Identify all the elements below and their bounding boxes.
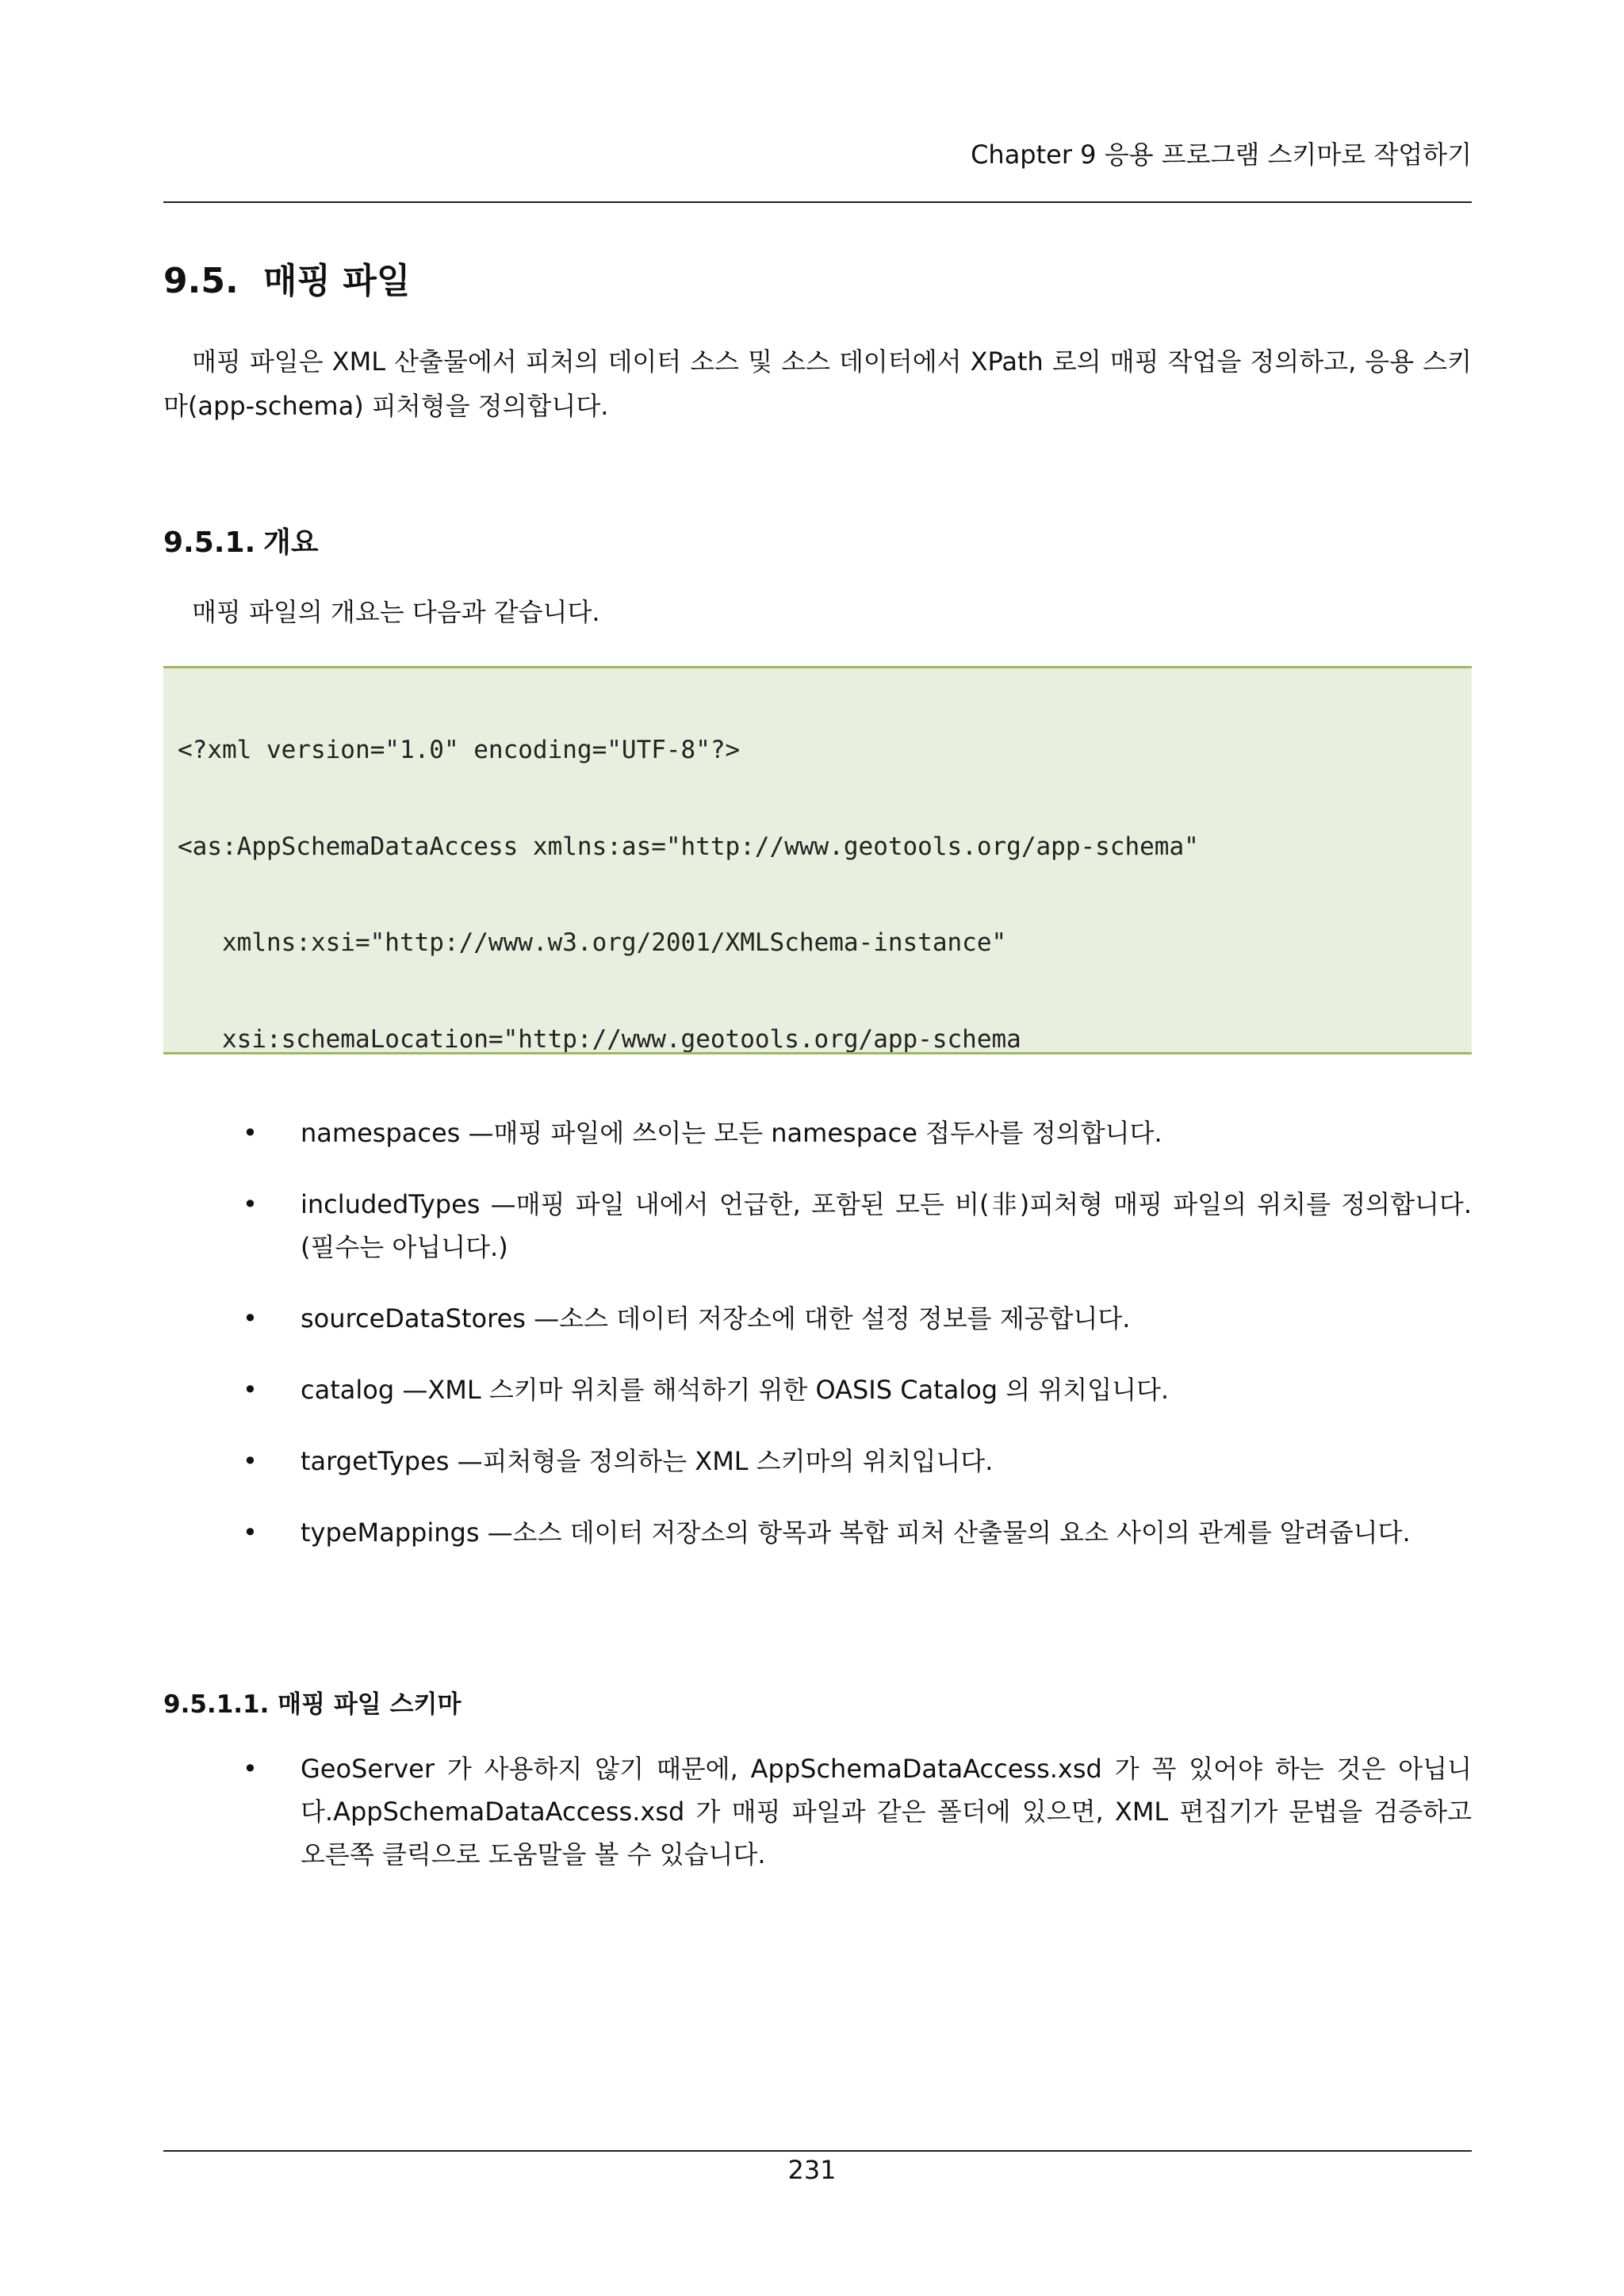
bullet-symbol: •	[243, 1754, 258, 1784]
subsection-intro: 매핑 파일의 개요는 다음과 같습니다.	[192, 597, 600, 627]
bullet-symbol: •	[243, 1446, 258, 1476]
list-item	[163, 1183, 1472, 1269]
bullet-term: typeMappings	[301, 1517, 480, 1548]
list-item	[163, 1747, 1472, 1876]
code-line: xsi:schemaLocation="http://www.geotools.org/app-schema	[178, 1024, 1021, 1054]
section-title: 매핑 파일	[263, 261, 411, 301]
bullet-term: namespaces	[301, 1118, 461, 1148]
bullet-symbol: •	[243, 1118, 258, 1148]
list-item	[163, 1112, 1472, 1154]
bullet-symbol: •	[243, 1303, 258, 1334]
bullet-text: —소스 데이터 저장소에 대한 설정 정보를 제공합니다.	[525, 1303, 1131, 1334]
bullet-text: —XML 스키마 위치를 해석하기 위한 OASIS Catalog 의 위치입니다.	[394, 1375, 1170, 1405]
xml-code-block	[163, 666, 1472, 1054]
subsubsection-heading: 9.5.1.1. 매핑 파일 스키마	[163, 1690, 462, 1719]
bullet-text: GeoServer 가 사용하지 않기 때문에, AppSchemaDataAccess.xsd 가 꼭 있어야 하는 것은 아닙니다.AppSchemaDataAccess.xsd 가 매핑 파일과 같은 폴더에 있으면, XML 편집기가 문법을 검증하고 오른쪽 클릭으로 도움말을 볼 수 있습니다.	[301, 1754, 1472, 1869]
bullet-text: —소스 데이터 저장소의 항목과 복합 피처 산출물의 요소 사이의 관계를 알려줍니다.	[479, 1517, 1411, 1548]
section-number: 9.5.	[163, 261, 239, 301]
schema-note-list	[163, 1747, 1472, 1876]
bullet-term: catalog	[301, 1375, 395, 1405]
list-item	[163, 1368, 1472, 1411]
section-heading	[163, 252, 410, 303]
subsection-title: 개요	[263, 526, 319, 559]
running-header: Chapter 9 응용 프로그램 스키마로 작업하기	[971, 140, 1472, 170]
section-intro: 매핑 파일은 XML 산출물에서 피처의 데이터 소스 및 소스 데이터에서 XPath 로의 매핑 작업을 정의하고, 응용 스키마(app-schema) 피처형을 정의합니다.	[163, 346, 1472, 421]
bullet-symbol: •	[243, 1375, 258, 1405]
list-item	[163, 1440, 1472, 1483]
list-item	[163, 1511, 1472, 1554]
subsection-heading	[163, 520, 319, 561]
bullet-text: —매핑 파일 내에서 언급한, 포함된 모든 비(非)피처형 매핑 파일의 위치를 정의합니다. (필수는 아닙니다.)	[301, 1189, 1472, 1262]
code-line: <?xml version="1.0" encoding="UTF-8"?>	[178, 736, 741, 764]
bullet-text: —매핑 파일에 쓰이는 모든 namespace 접두사를 정의합니다.	[460, 1118, 1162, 1148]
footer-rule	[163, 2150, 1472, 2152]
bullet-term: includedTypes	[301, 1189, 481, 1219]
code-line: xmlns:xsi="http://www.w3.org/2001/XMLSchema-instance"	[178, 928, 1007, 957]
bullet-term: sourceDataStores	[301, 1303, 526, 1334]
page-number: 231	[787, 2155, 837, 2185]
code-line: <as:AppSchemaDataAccess xmlns:as="http://www.geotools.org/app-schema"	[178, 832, 1199, 861]
subsection-number: 9.5.1.	[163, 526, 256, 559]
bullet-symbol: •	[243, 1517, 258, 1548]
bullet-term: targetTypes	[301, 1446, 450, 1476]
bullet-symbol: •	[243, 1189, 258, 1219]
header-rule	[163, 201, 1472, 203]
element-description-list	[163, 1112, 1472, 1582]
list-item	[163, 1297, 1472, 1340]
bullet-text: —피처형을 정의하는 XML 스키마의 위치입니다.	[449, 1446, 994, 1476]
